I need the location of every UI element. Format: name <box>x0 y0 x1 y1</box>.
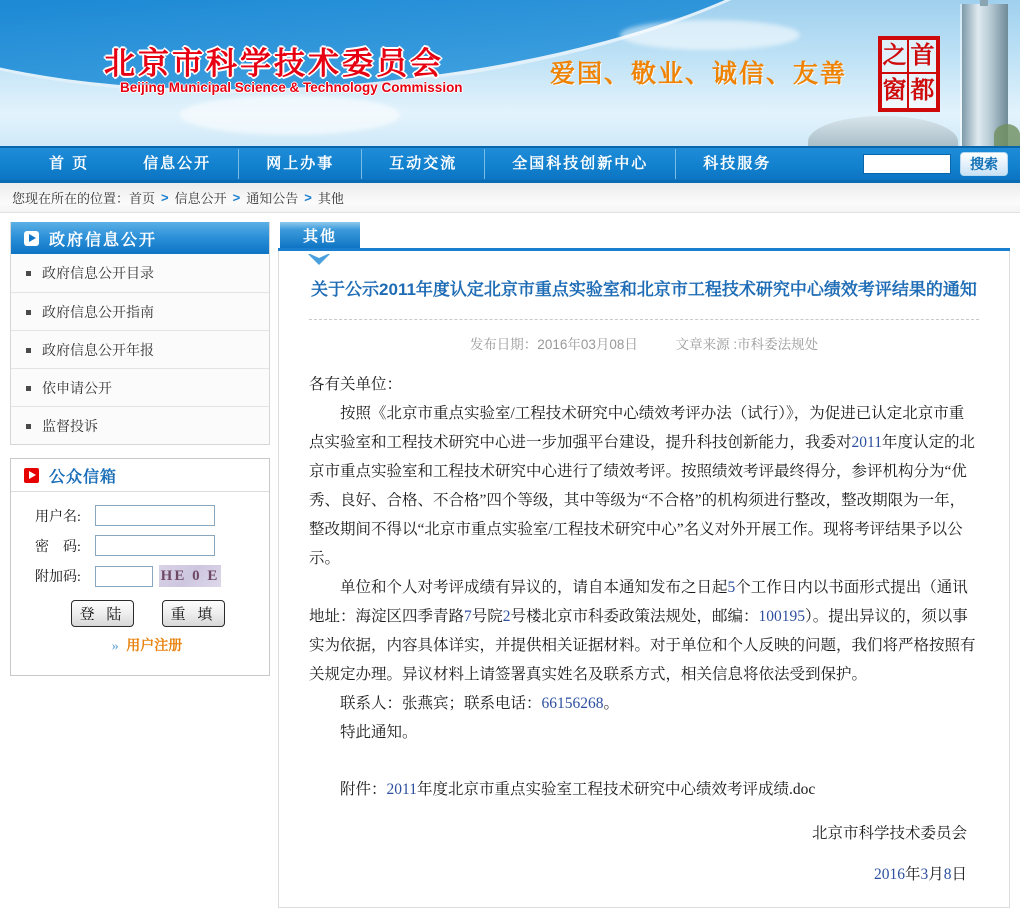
main-nav <box>0 146 1020 183</box>
contact-line: 联系人：张燕宾；联系电话：66156268。 <box>340 694 620 712</box>
bullet-icon <box>26 310 31 315</box>
signoff-date: 2016年3月8日 <box>873 865 967 883</box>
article-source: 文章来源 :市科委法规处 <box>675 336 819 352</box>
menu-item-label: 政府信息公开指南 <box>42 304 154 320</box>
seal-char: 窗 <box>882 74 909 108</box>
dashed-divider <box>309 319 979 320</box>
nav-innovation-center[interactable]: 全国科技创新中心 <box>484 149 675 179</box>
sidebar-item-directory[interactable] <box>11 254 269 292</box>
closing-line: 特此通知。 <box>340 723 418 741</box>
cloud-decoration <box>180 95 400 135</box>
play-icon-red <box>24 468 39 483</box>
gov-info-menu <box>10 222 270 445</box>
bullet-icon <box>26 424 31 429</box>
seal-char: 都 <box>910 78 935 104</box>
article-meta <box>309 333 979 353</box>
menu-header-label: 政府信息公开 <box>49 231 158 249</box>
content-area <box>0 213 1020 908</box>
article-body <box>309 370 979 889</box>
nav-info-disclosure[interactable]: 信息公开 <box>143 155 212 172</box>
sidebar-item-request-disclosure[interactable] <box>11 368 269 406</box>
search-area <box>863 152 1008 176</box>
username-field[interactable] <box>95 505 215 526</box>
double-arrow-icon: » <box>111 639 119 654</box>
breadcrumb-notices[interactable]: 通知公告 <box>246 191 299 206</box>
signoff-org: 北京市科学技术委员会 <box>811 824 967 842</box>
sidebar-item-supervision[interactable] <box>11 406 269 444</box>
password-field[interactable] <box>95 535 215 556</box>
breadcrumb <box>0 183 1020 213</box>
public-mailbox <box>10 458 270 676</box>
sidebar-item-annual-report[interactable] <box>11 330 269 368</box>
login-form <box>11 492 269 675</box>
tab-arrow-icon <box>308 254 330 265</box>
register-link[interactable]: 用户注册 <box>126 639 183 654</box>
paragraph: 按照《北京市重点实验室/工程技术研究中心绩效考评办法（试行）》，为促进已认定北京市重点实验室和工程技术研究中心进一步加强平台建设，提升科技创新能力，我委对2011年度认定的北京市重点实验室和工程技术研究中心进行了绩效考评。按照绩效考评最终得分，参评机构分为“优秀、良好、合格、不合格”四个等级，其中等级为“不合格”的机构须进行整改，整改期限为一年，整改期间不得以“北京市重点实验室/工程技术研究中心”名义对外开展工作。现将考评结果予以公示。 <box>309 404 975 567</box>
search-button[interactable]: 搜索 <box>960 152 1008 176</box>
article <box>278 251 1010 908</box>
seal-char: 之 <box>882 40 909 74</box>
gov-info-menu-header <box>11 222 269 254</box>
menu-item-label: 政府信息公开年报 <box>42 342 154 358</box>
menu-item-label: 依申请公开 <box>42 380 112 396</box>
play-icon <box>24 231 39 246</box>
breadcrumb-other[interactable]: 其他 <box>317 191 344 206</box>
menu-item-label: 政府信息公开目录 <box>42 265 154 281</box>
salutation: 各有关单位： <box>309 375 403 393</box>
core-values-slogan: 爱国、敬业、诚信、友善 <box>550 61 848 88</box>
seal-char: 首 <box>909 40 936 74</box>
breadcrumb-separator: > <box>161 190 169 205</box>
paragraph: 单位和个人对考评成绩有异议的，请自本通知发布之日起5个工作日内以书面形式提出（通讯地址：海淀区四季青路7号院2号楼北京市科委政策法规处，邮编：100195）。提出异议的，须以事实为依据，内容具体详实，并提供相关证据材料。对于单位和个人反映的问题，我们将严格按照有关规定办理。异议材料上请签署真实姓名及联系方式，相关信息将依法受到保护。 <box>309 578 976 683</box>
attachment-link[interactable]: 附件：2011年度北京市重点实验室工程技术研究中心绩效考评成绩.doc <box>340 780 816 798</box>
main-column <box>278 222 1010 908</box>
nav-interaction[interactable]: 互动交流 <box>361 149 484 179</box>
tab-bar <box>278 222 1010 251</box>
building-podium-graphic <box>808 116 958 146</box>
breadcrumb-info-disclosure[interactable]: 信息公开 <box>174 191 227 206</box>
nav-home[interactable]: 首 页 <box>49 155 90 172</box>
breadcrumb-label: 您现在所在的位置： <box>12 191 130 206</box>
breadcrumb-separator: > <box>232 190 241 205</box>
reset-button[interactable]: 重 填 <box>162 600 225 627</box>
site-banner <box>0 0 1020 146</box>
capital-window-seal-icon <box>878 36 940 112</box>
bullet-icon <box>26 348 31 353</box>
site-subtitle-en: Beijing Municipal Science & Technology Commission <box>120 80 463 95</box>
mailbox-header <box>11 459 269 492</box>
bullet-icon <box>26 271 31 276</box>
captcha-field[interactable] <box>95 566 153 587</box>
sidebar <box>10 222 270 908</box>
tab-other[interactable]: 其他 <box>280 222 360 248</box>
bullet-icon <box>26 386 31 391</box>
trees-graphic <box>994 124 1020 146</box>
article-title: 关于公示2011年度认定北京市重点实验室和北京市工程技术研究中心绩效考评结果的通知 <box>311 280 977 299</box>
search-input[interactable] <box>863 154 951 174</box>
cloud-decoration <box>620 20 800 50</box>
sidebar-item-guide[interactable] <box>11 292 269 330</box>
site-title: 北京市科学技术委员会 <box>104 46 444 81</box>
menu-item-label: 监督投诉 <box>42 418 98 434</box>
breadcrumb-separator: > <box>304 190 312 205</box>
publish-date: 发布日期：2016年03月08日 <box>469 336 638 352</box>
mailbox-header-label: 公众信箱 <box>49 468 118 486</box>
login-button[interactable]: 登 陆 <box>71 600 134 627</box>
username-label: 用户名: <box>35 509 81 525</box>
breadcrumb-home[interactable]: 首页 <box>129 191 156 206</box>
captcha-image: HE 0 E <box>159 565 221 587</box>
nav-tech-services[interactable]: 科技服务 <box>675 149 798 179</box>
captcha-label: 附加码: <box>35 570 81 585</box>
password-label: 密 码: <box>35 539 81 555</box>
nav-online-services[interactable]: 网上办事 <box>238 149 361 179</box>
